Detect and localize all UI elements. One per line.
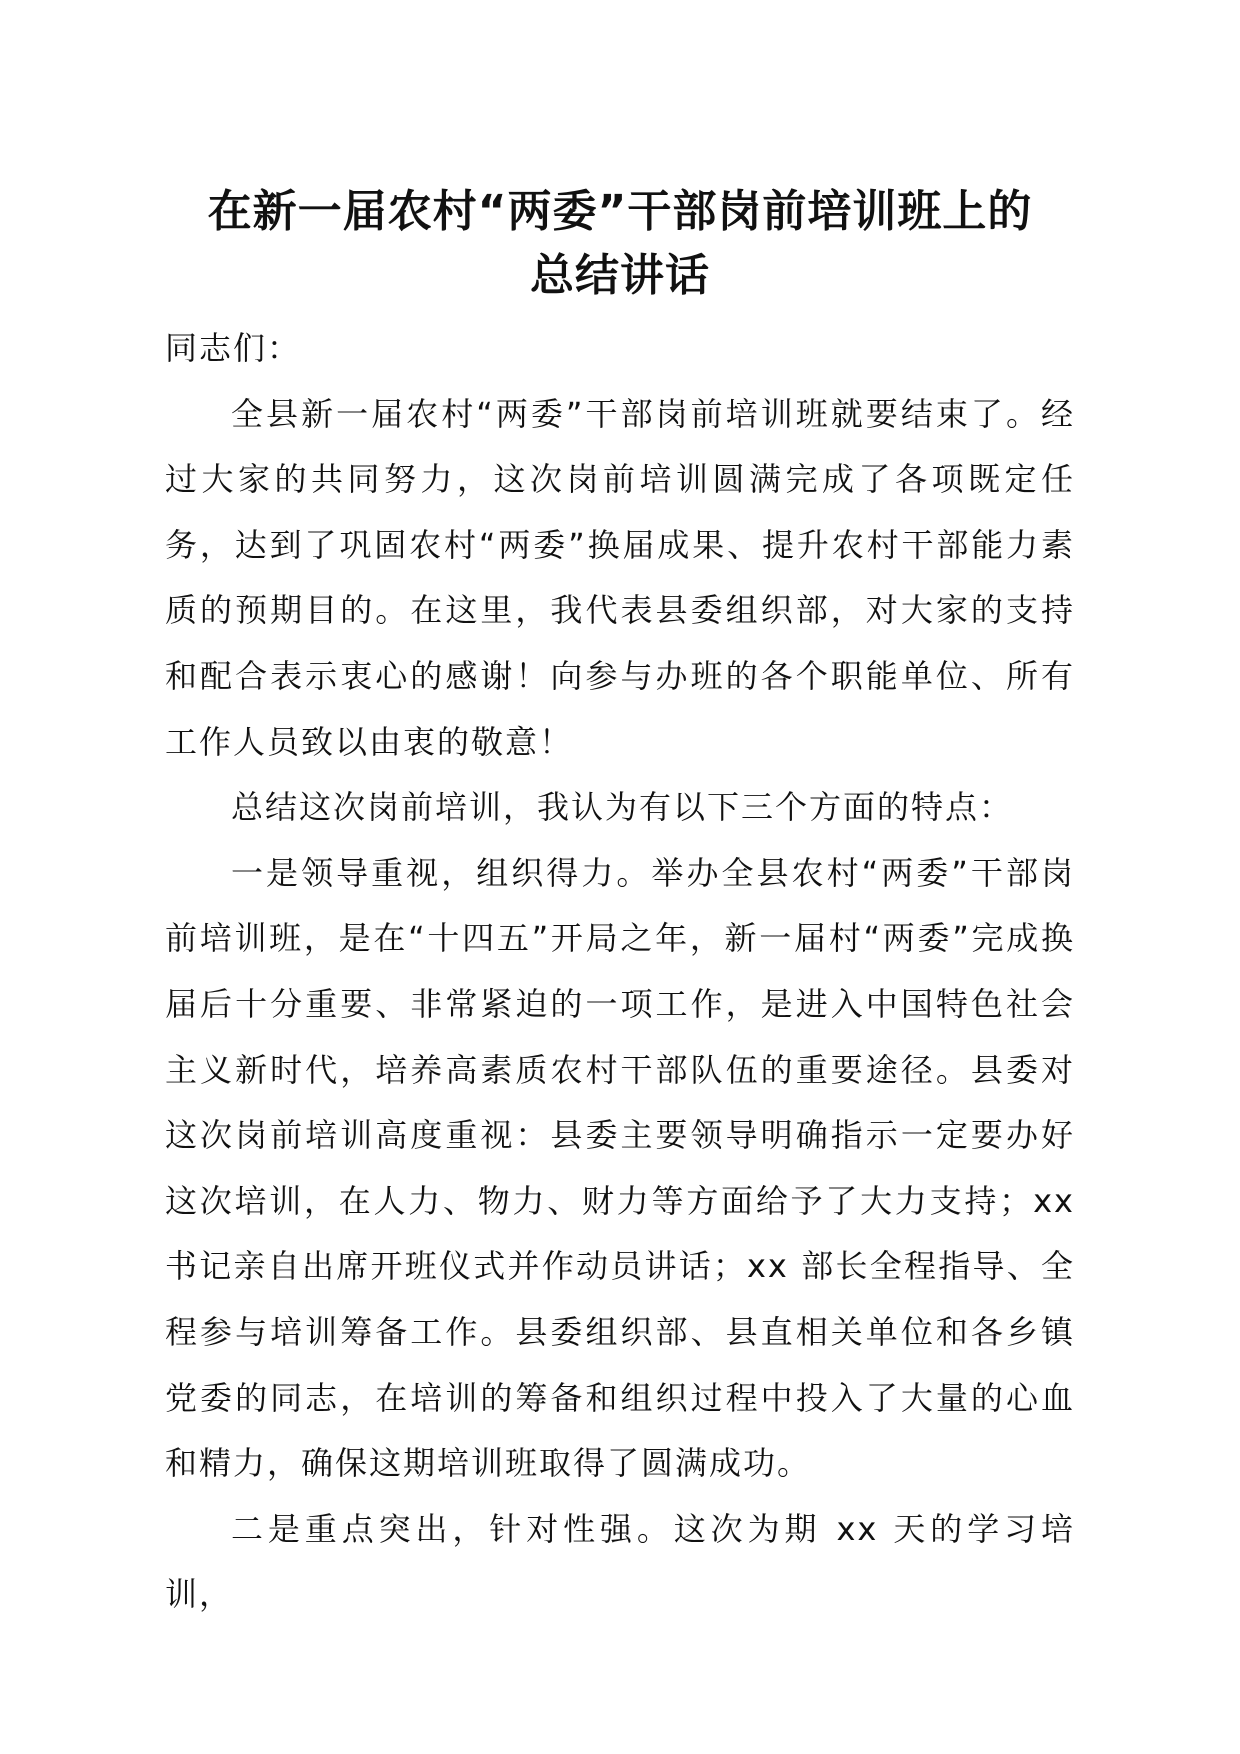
paragraph-point-one: 一是领导重视，组织得力。举办全县农村“两委”干部岗前培训班，是在“十四五”开局之年，新一届村“两委”完成换届后十分重要、非常紧迫的一项工作，是进入中国特色社会主义新时代，培养高素质农村干部队伍的重要途径。县委对这次岗前培训高度重视：县委主要领导明确指示一定要办好这次培训，在人力、物力、财力等方面给予了大力支持；xx 书记亲自出席开班仪式并作动员讲话；xx 部长全程指导、全程参与培训筹备工作。县委组织部、县直相关单位和各乡镇党委的同志，在培训的筹备和组织过程中投入了大量的心血和精力，确保这期培训班取得了圆满成功。 (165, 853, 1075, 1483)
title-line-1: 在新一届农村“两委”干部岗前培训班上的 (207, 186, 1033, 237)
document-page (165, 180, 1075, 1628)
salutation: 同志们： (165, 329, 302, 367)
document-title (165, 180, 1075, 308)
title-line-2: 总结讲话 (530, 250, 710, 301)
paragraph-opening: 全县新一届农村“两委”干部岗前培训班就要结束了。经过大家的共同努力，这次岗前培训圆满完成了各项既定任务，达到了巩固农村“两委”换届成果、提升农村干部能力素质的预期目的。在这里，我代表县委组织部，对大家的支持和配合表示衷心的感谢！向参与办班的各个职能单位、所有工作人员致以由衷的敬意！ (165, 394, 1075, 761)
paragraph-point-two: 二是重点突出，针对性强。这次为期 xx 天的学习培训， (165, 1509, 1075, 1614)
paragraph-summary-intro: 总结这次岗前培训，我认为有以下三个方面的特点： (231, 788, 1014, 827)
